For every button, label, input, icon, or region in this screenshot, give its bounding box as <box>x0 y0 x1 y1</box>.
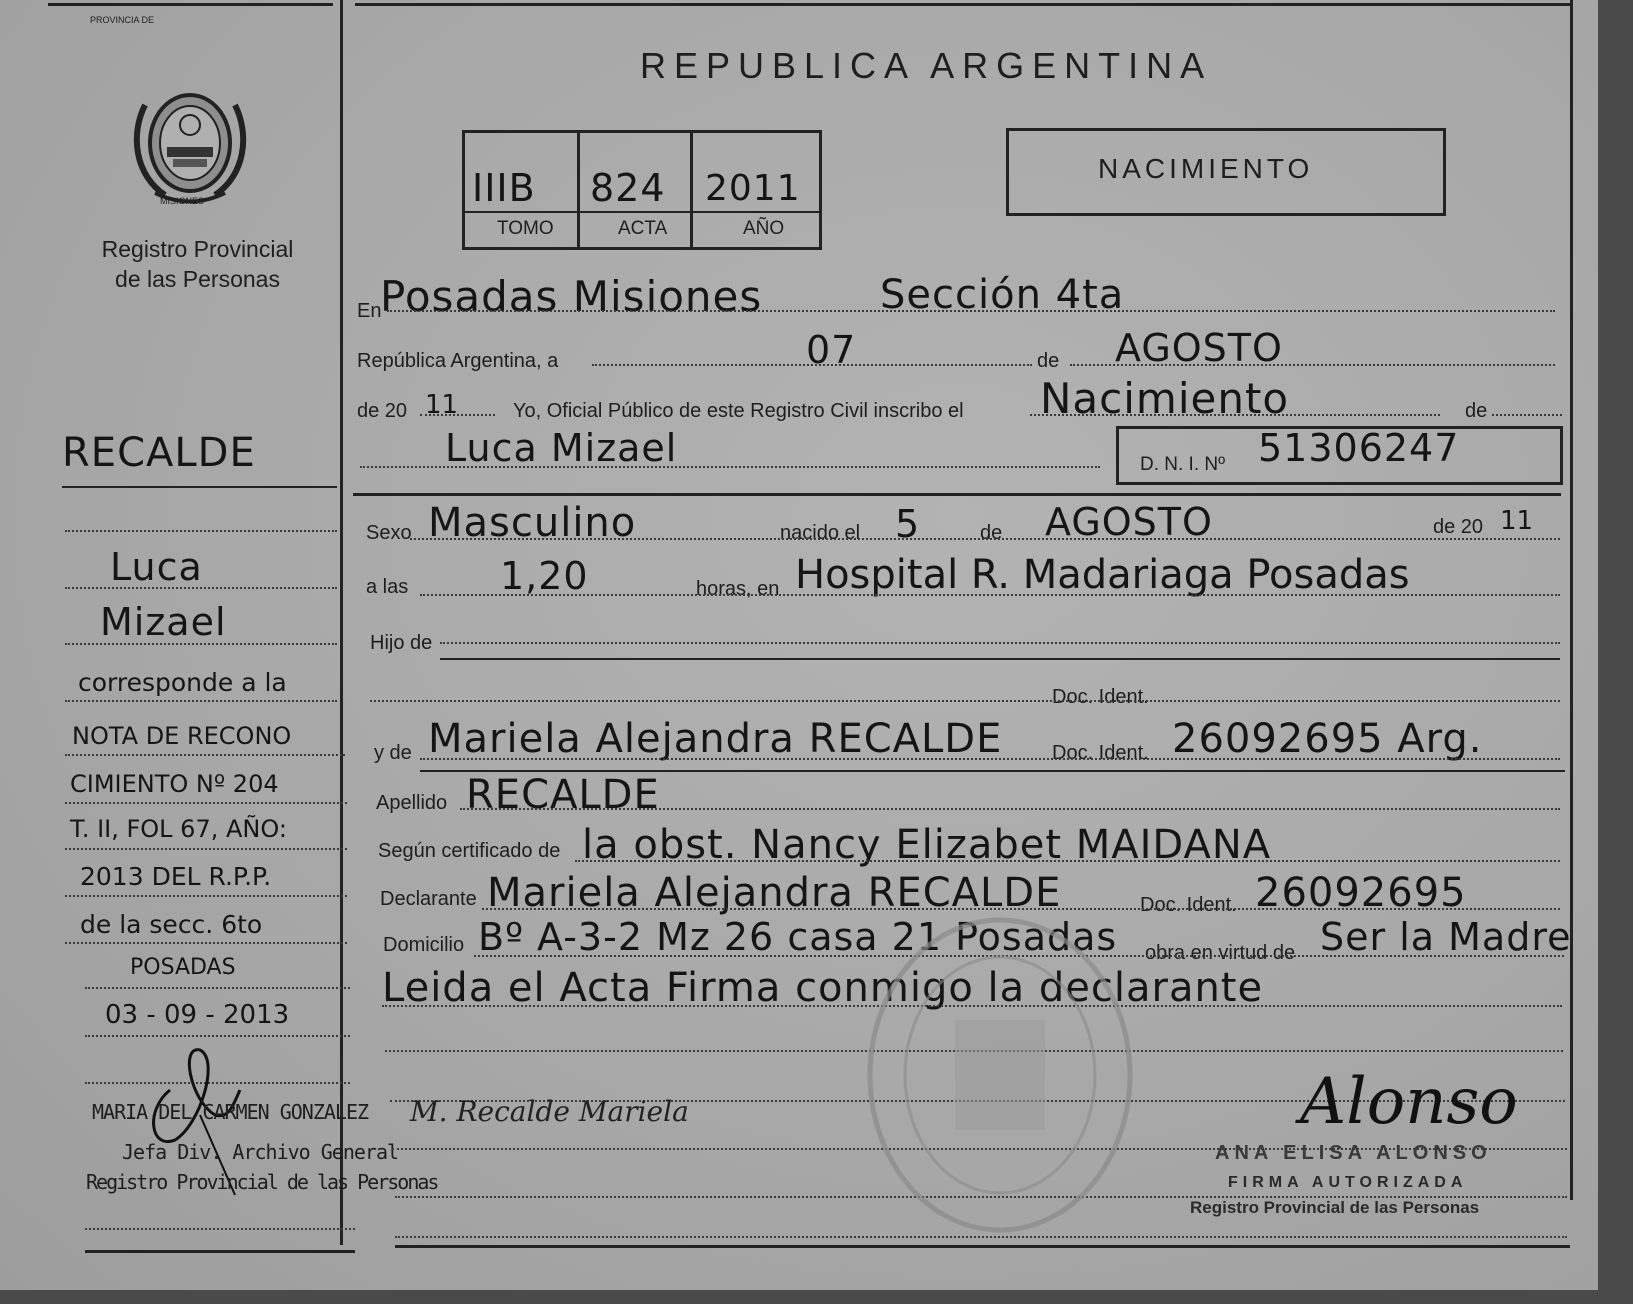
label-doc-ident-3: Doc. Ident. <box>1140 894 1237 916</box>
dotted-line <box>575 860 1560 862</box>
dotted-line <box>420 758 1560 760</box>
stub-line <box>65 530 337 532</box>
authorized-name: ANA ELISA ALONSO <box>1215 1142 1492 1164</box>
entry-declarante-doc: 26092695 <box>1255 870 1467 916</box>
declarant-signature: M. Recalde Mariela <box>410 1095 689 1128</box>
stub-surname: RECALDE <box>62 430 256 476</box>
stub-given-name-1: Luca <box>110 545 203 589</box>
label-y-de: y de <box>374 742 412 764</box>
registry-name-line1: Registro Provincial <box>101 236 294 262</box>
entry-hora: 1,20 <box>500 554 589 598</box>
dotted-line <box>360 466 1100 468</box>
stub-line <box>65 700 337 702</box>
entry-mes: AGOSTO <box>1115 326 1283 370</box>
tomo-label: TOMO <box>497 218 554 239</box>
authorized-signature: Alonso <box>1300 1065 1518 1139</box>
form-top-border <box>355 3 1570 6</box>
stub-note-line: corresponde a la <box>78 668 287 697</box>
stub-line <box>65 848 347 850</box>
doc-type-label: NACIMIENTO <box>1098 153 1314 184</box>
entry-acto: Nacimiento <box>1040 374 1290 423</box>
entry-madre-doc: 26092695 Arg. <box>1172 716 1483 762</box>
country-title: REPUBLICA ARGENTINA <box>640 45 1213 86</box>
seal-text-bottom: MISIONES <box>160 196 205 206</box>
official-name: MARIA DEL CARMEN GONZALEZ <box>92 1100 369 1124</box>
entry-declarante: Mariela Alejandra RECALDE <box>487 870 1062 916</box>
stub-line <box>65 895 347 897</box>
stub-bottom-border <box>85 1250 355 1253</box>
label-sexo: Sexo <box>366 522 412 544</box>
stub-line <box>65 802 347 804</box>
dotted-line <box>440 658 1560 660</box>
form-bottom-border <box>395 1245 1570 1248</box>
label-obra-en-virtud: obra en virtud de <box>1145 942 1296 964</box>
dotted-line <box>440 642 1560 644</box>
stub-line <box>65 643 337 645</box>
authorized-office: Registro Provincial de las Personas <box>1190 1198 1480 1217</box>
tomo-value: IIIB <box>472 166 536 210</box>
entry-lugar-nacimiento: Hospital R. Madariaga Posadas <box>795 552 1410 598</box>
registry-name-line2: de las Personas <box>115 266 280 292</box>
dotted-line <box>1492 414 1562 416</box>
stub-top-border <box>48 3 333 6</box>
dotted-line <box>420 414 495 416</box>
entry-nacido-dia: 5 <box>895 502 921 546</box>
entry-observacion: Leida el Acta Firma conmigo la declarante <box>382 965 1264 1011</box>
label-hijo-de: Hijo de <box>370 632 433 654</box>
stub-line <box>65 754 345 756</box>
label-de-20-b: de 20 <box>1433 516 1484 538</box>
entry-dni: 51306247 <box>1258 426 1460 470</box>
ano-value: 2011 <box>705 168 801 209</box>
label-doc-ident-1: Doc. Ident. <box>1052 686 1149 708</box>
stub-line <box>85 1228 355 1230</box>
entry-nacido-ano: 11 <box>1500 506 1534 536</box>
authorized-title: FIRMA AUTORIZADA <box>1228 1174 1468 1191</box>
dotted-line <box>460 808 1560 810</box>
entry-domicilio: Bº A-3-2 Mz 26 casa 21 Posadas <box>478 915 1118 959</box>
stub-note-line: 2013 DEL R.P.P. <box>80 862 272 891</box>
label-nacido-el: nacido el <box>780 522 861 544</box>
label-de-mid: de <box>980 522 1003 544</box>
stub-given-name-2: Mizael <box>100 600 227 644</box>
province-seal-icon <box>125 75 255 210</box>
dotted-line <box>370 700 1560 702</box>
acta-label: ACTA <box>618 218 668 239</box>
label-doc-ident-2: Doc. Ident. <box>1052 742 1149 764</box>
stub-line <box>65 942 347 944</box>
stub-note-line: de la secc. 6to <box>80 910 263 939</box>
entry-certificado: la obst. Nancy Elizabet MAIDANA <box>582 822 1272 868</box>
acta-value: 824 <box>590 166 666 210</box>
round-stamp-icon <box>860 910 1140 1240</box>
entry-nacido-mes: AGOSTO <box>1045 500 1213 544</box>
official-office: Registro Provincial de las Personas <box>86 1170 438 1194</box>
official-title: Jefa Div. Archivo General <box>122 1140 399 1164</box>
stub-note-line: 03 - 09 - 2013 <box>105 1000 290 1030</box>
label-en: En <box>357 300 382 322</box>
entry-lugar: Posadas Misiones <box>380 272 763 321</box>
entry-nombre: Luca Mizael <box>445 426 678 470</box>
dotted-line <box>592 364 1032 366</box>
section-divider <box>353 493 1561 496</box>
dotted-line <box>387 310 1555 312</box>
seal-text-top: PROVINCIA DE <box>90 15 155 25</box>
entry-sexo: Masculino <box>428 500 637 546</box>
stub-note-line: POSADAS <box>130 955 236 980</box>
entry-apellido: RECALDE <box>466 772 660 818</box>
stub-note-line: CIMIENTO Nº 204 <box>70 770 279 798</box>
label-republica-a: República Argentina, a <box>357 350 559 372</box>
stub-note-line: NOTA DE RECONO <box>72 722 292 750</box>
label-de-20: de 20 <box>357 400 408 422</box>
dotted-line <box>1030 414 1440 416</box>
label-a-las: a las <box>366 576 409 598</box>
stub-line <box>65 587 337 589</box>
stub-note-line: T. II, FOL 67, AÑO: <box>70 815 287 843</box>
label-declarante: Declarante <box>380 888 477 910</box>
record-box-divider <box>462 211 819 213</box>
dotted-line <box>420 594 1560 596</box>
entry-madre: Mariela Alejandra RECALDE <box>428 716 1003 762</box>
entry-virtud: Ser la Madre <box>1320 915 1572 959</box>
label-apellido: Apellido <box>376 792 448 814</box>
dotted-line <box>1070 364 1555 366</box>
label-horas-en: horas, en <box>696 578 780 600</box>
stub-line <box>85 987 350 989</box>
stub-surname-underline <box>62 486 337 488</box>
label-domicilio: Domicilio <box>383 934 465 956</box>
ano-label: AÑO <box>743 218 785 239</box>
label-dni: D. N. I. Nº <box>1140 454 1226 475</box>
entry-dia: 07 <box>806 328 857 372</box>
entry-ano-suffix: 11 <box>425 390 459 420</box>
label-de: de <box>1037 350 1060 372</box>
label-segun-certificado: Según certificado de <box>378 840 561 862</box>
label-de-end: de <box>1465 400 1488 422</box>
label-yo-oficial: Yo, Oficial Público de este Registro Civil inscribo el <box>513 400 964 422</box>
dotted-line <box>410 538 1560 540</box>
entry-seccion: Sección 4ta <box>880 272 1125 318</box>
form-right-border <box>1570 0 1573 1200</box>
record-box-divider <box>690 130 693 247</box>
stub-separator <box>340 0 343 1245</box>
record-box-divider <box>577 130 580 247</box>
